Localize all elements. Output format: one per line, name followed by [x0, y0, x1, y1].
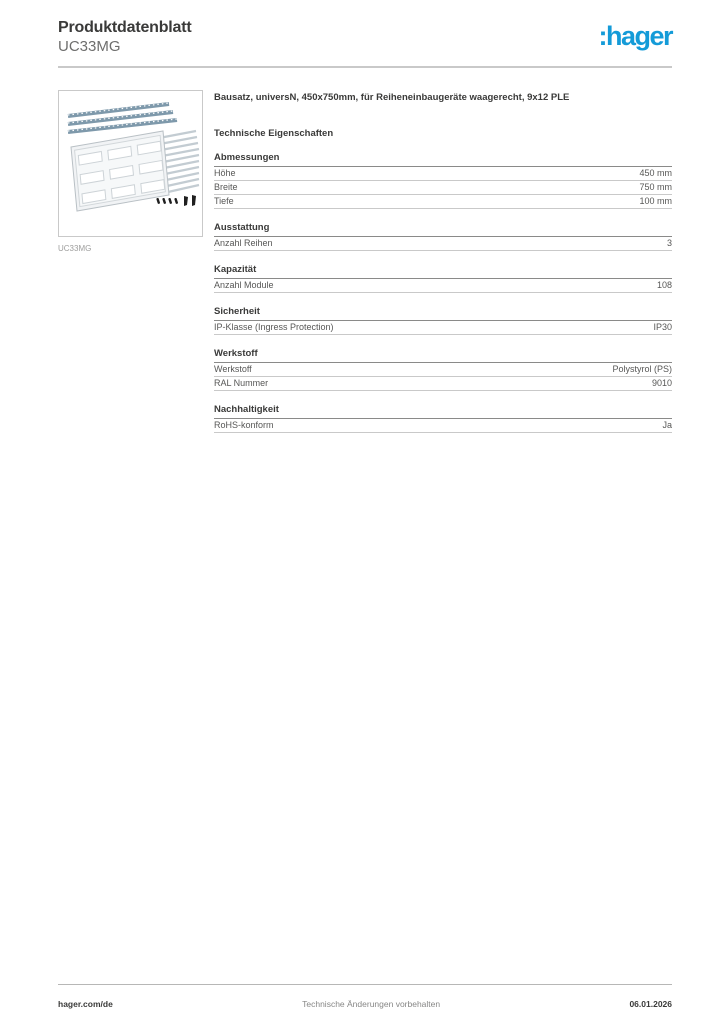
main-content	[58, 90, 672, 433]
spec-section	[214, 264, 672, 293]
spec-section-title: Abmessungen	[214, 152, 672, 167]
header-divider	[58, 66, 672, 68]
spec-label: Anzahl Reihen	[214, 238, 273, 249]
spec-section-title: Nachhaltigkeit	[214, 404, 672, 419]
spec-label: Werkstoff	[214, 364, 252, 375]
footer-divider	[58, 984, 672, 985]
spec-row	[214, 377, 672, 391]
spec-section	[214, 306, 672, 335]
product-image	[58, 90, 203, 237]
spec-section	[214, 222, 672, 251]
spec-section-title: Ausstattung	[214, 222, 672, 237]
header	[58, 18, 672, 56]
footer	[58, 999, 672, 1009]
spec-row	[214, 279, 672, 293]
spec-label: Tiefe	[214, 196, 234, 207]
product-image-caption: UC33MG	[58, 244, 92, 253]
distribution-board-kit-icon	[59, 91, 202, 236]
spec-label: Breite	[214, 182, 238, 193]
spec-rows	[214, 419, 672, 433]
footer-website: hager.com/de	[58, 999, 113, 1009]
spec-value: 450 mm	[639, 168, 672, 179]
footer-notice: Technische Änderungen vorbehalten	[302, 999, 441, 1009]
spec-rows	[214, 167, 672, 209]
tech-properties-heading: Technische Eigenschaften	[214, 127, 334, 139]
spec-row	[214, 195, 672, 209]
spec-section	[214, 348, 672, 391]
spec-row	[214, 167, 672, 181]
spec-row	[214, 363, 672, 377]
spec-value: IP30	[653, 322, 672, 333]
spec-row	[214, 321, 672, 335]
spec-rows	[214, 321, 672, 335]
spec-rows	[214, 363, 672, 391]
spec-value: 750 mm	[639, 182, 672, 193]
spec-label: RoHS-konform	[214, 420, 274, 431]
spec-label: IP-Klasse (Ingress Protection)	[214, 322, 334, 333]
footer-date: 06.01.2026	[629, 999, 672, 1009]
specs-column	[214, 90, 672, 433]
document-title: Produktdatenblatt	[58, 19, 192, 36]
product-code: UC33MG	[58, 38, 121, 56]
spec-value: Ja	[662, 420, 672, 431]
spec-value: 108	[656, 280, 672, 291]
spec-label: RAL Nummer	[214, 378, 269, 389]
hager-logo: :hager	[598, 21, 672, 51]
spec-row	[214, 181, 672, 195]
spec-section	[214, 404, 672, 433]
spec-label: Anzahl Module	[214, 280, 274, 291]
spec-row	[214, 419, 672, 433]
spec-value: 100 mm	[639, 196, 672, 207]
spec-section-title: Werkstoff	[214, 348, 672, 363]
spec-value: Polystyrol (PS)	[612, 364, 672, 375]
spec-section	[214, 152, 672, 209]
spec-value: 9010	[651, 378, 672, 389]
spec-row	[214, 237, 672, 251]
spec-value: 3	[666, 238, 672, 249]
spec-rows	[214, 237, 672, 251]
header-titles	[58, 18, 192, 56]
spec-label: Höhe	[214, 168, 236, 179]
product-description: Bausatz, universN, 450x750mm, für Reiheneinbaugeräte waagerecht, 9x12 PLE	[214, 92, 570, 103]
spec-section-title: Sicherheit	[214, 306, 672, 321]
spec-rows	[214, 279, 672, 293]
product-image-column	[58, 90, 203, 253]
spec-sections	[214, 152, 672, 433]
spec-section-title: Kapazität	[214, 264, 672, 279]
